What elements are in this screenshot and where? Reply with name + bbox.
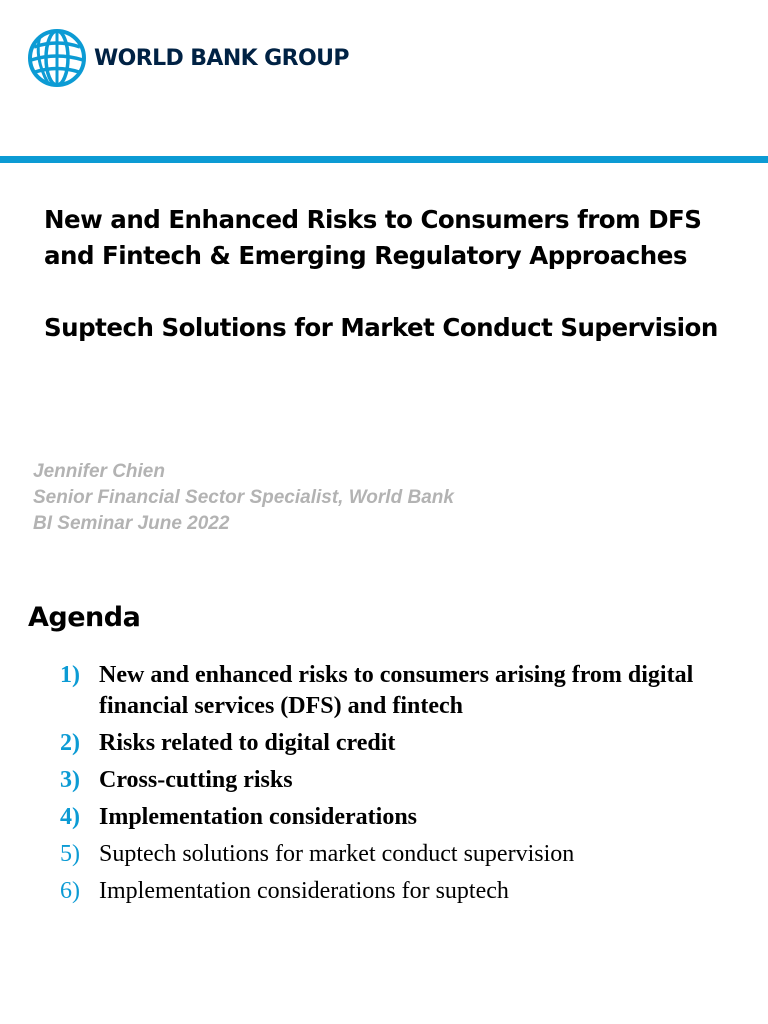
- presenter-info: [33, 459, 454, 537]
- agenda-heading: Agenda: [28, 602, 141, 633]
- agenda-item-text: New and enhanced risks to consumers arising from digital financial services (DFS) and fintech: [99, 662, 694, 719]
- agenda-item: [60, 728, 750, 759]
- agenda-item: [60, 765, 750, 796]
- agenda-item: [60, 876, 750, 907]
- globe-icon: [26, 27, 88, 89]
- agenda-item-number: 2): [60, 730, 80, 756]
- presenter-event: BI Seminar June 2022: [33, 513, 230, 534]
- presenter-role: Senior Financial Sector Specialist, World Bank: [33, 487, 454, 508]
- world-bank-logo: [26, 27, 349, 89]
- agenda-item-text: Risks related to digital credit: [99, 730, 396, 756]
- agenda-list: [60, 660, 750, 913]
- agenda-item-number: 4): [60, 804, 80, 830]
- agenda-item-number: 5): [60, 841, 80, 867]
- agenda-item-text: Implementation considerations for suptech: [99, 878, 509, 904]
- agenda-item: [60, 802, 750, 833]
- agenda-item: [60, 839, 750, 870]
- presentation-subtitle: Suptech Solutions for Market Conduct Supervision: [44, 313, 718, 342]
- agenda-item: [60, 660, 750, 722]
- title-line-2: and Fintech & Emerging Regulatory Approaches: [44, 241, 687, 270]
- title-line-1: New and Enhanced Risks to Consumers from DFS: [44, 205, 702, 234]
- presentation-title: [44, 202, 754, 274]
- agenda-item-text: Implementation considerations: [99, 804, 417, 830]
- presenter-name: Jennifer Chien: [33, 461, 165, 482]
- agenda-item-number: 6): [60, 878, 80, 904]
- logo-text: WORLD BANK GROUP: [94, 45, 349, 71]
- agenda-item-number: 1): [60, 662, 80, 688]
- agenda-item-text: Suptech solutions for market conduct supervision: [99, 841, 575, 867]
- agenda-item-number: 3): [60, 767, 80, 793]
- header-divider: [0, 156, 768, 163]
- agenda-item-text: Cross-cutting risks: [99, 767, 293, 793]
